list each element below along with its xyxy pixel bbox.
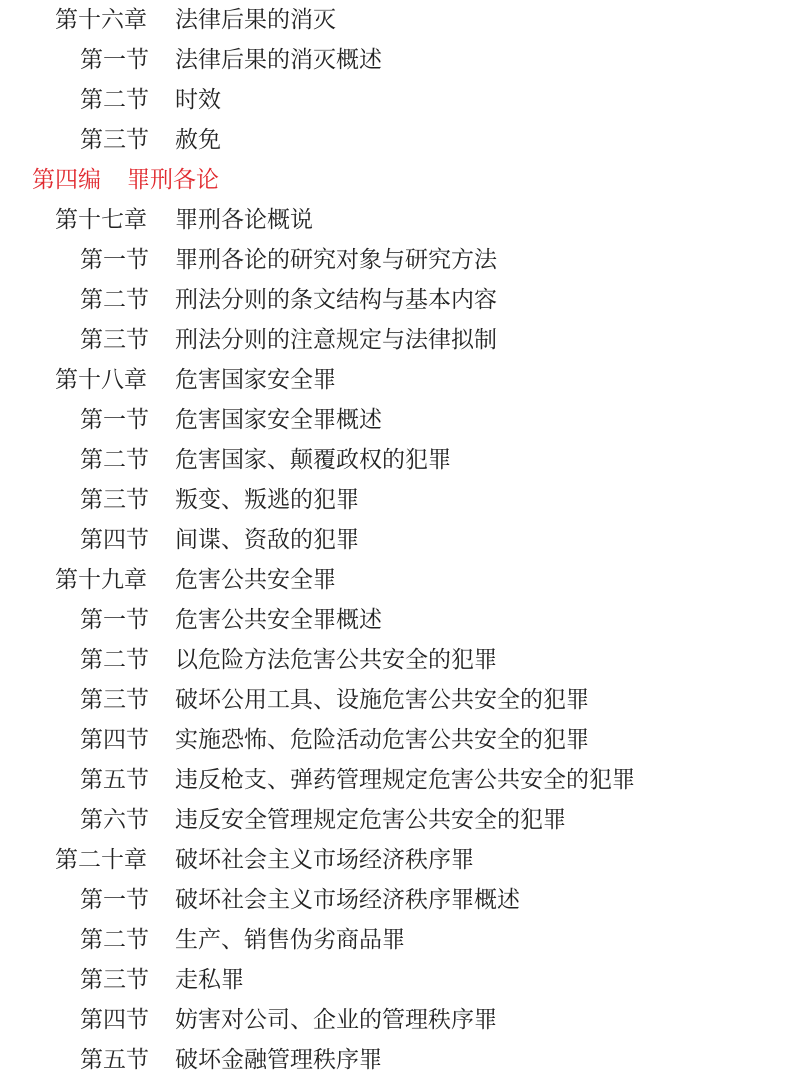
toc-entry-number: 第一节 [80, 607, 149, 633]
toc-section-entry[interactable] [80, 440, 451, 480]
toc-entry-title: 违反安全管理规定危害公共安全的犯罪 [175, 807, 566, 833]
toc-entry-number: 第二节 [80, 287, 149, 313]
toc-entry-number: 第四节 [80, 1007, 149, 1033]
toc-section-entry[interactable] [80, 120, 221, 160]
toc-entry-number: 第三节 [80, 127, 149, 153]
toc-section-entry[interactable] [80, 400, 382, 440]
toc-section-entry[interactable] [80, 1000, 497, 1040]
toc-section-entry[interactable] [80, 80, 221, 120]
toc-entry-number: 第三节 [80, 967, 149, 993]
toc-entry-title: 罪刑各论 [127, 167, 219, 193]
toc-entry-title: 法律后果的消灭 [175, 7, 336, 33]
toc-entry-title: 走私罪 [175, 967, 244, 993]
toc-section-entry[interactable] [80, 520, 359, 560]
toc-entry-title: 间谍、资敌的犯罪 [175, 527, 359, 553]
toc-entry-title: 刑法分则的注意规定与法律拟制 [175, 327, 497, 353]
toc-entry-number: 第四编 [32, 167, 101, 193]
toc-entry-title: 妨害对公司、企业的管理秩序罪 [175, 1007, 497, 1033]
toc-entry-title: 危害公共安全罪概述 [175, 607, 382, 633]
toc-entry-number: 第二节 [80, 87, 149, 113]
toc-entry-number: 第四节 [80, 727, 149, 753]
toc-entry-title: 危害国家、颠覆政权的犯罪 [175, 447, 451, 473]
toc-section-entry[interactable] [80, 800, 566, 840]
toc-entry-number: 第六节 [80, 807, 149, 833]
toc-entry-title: 危害国家安全罪 [175, 367, 336, 393]
toc-section-entry[interactable] [80, 920, 405, 960]
toc-entry-number: 第二十章 [55, 847, 147, 873]
toc-entry-number: 第二节 [80, 647, 149, 673]
toc-entry-number: 第十九章 [55, 567, 147, 593]
toc-section-entry[interactable] [80, 760, 635, 800]
toc-entry-number: 第五节 [80, 1047, 149, 1073]
toc-entry-title: 破坏社会主义市场经济秩序罪 [175, 847, 474, 873]
toc-section-entry[interactable] [80, 320, 497, 360]
toc-chapter-entry[interactable] [55, 560, 336, 600]
toc-entry-number: 第一节 [80, 887, 149, 913]
toc-chapter-entry[interactable] [55, 840, 474, 880]
toc-entry-title: 实施恐怖、危险活动危害公共安全的犯罪 [175, 727, 589, 753]
toc-entry-number: 第四节 [80, 527, 149, 553]
toc-section-entry[interactable] [80, 280, 497, 320]
toc-chapter-entry[interactable] [55, 0, 336, 40]
toc-entry-title: 以危险方法危害公共安全的犯罪 [175, 647, 497, 673]
toc-entry-number: 第三节 [80, 687, 149, 713]
toc-entry-number: 第一节 [80, 47, 149, 73]
toc-section-entry[interactable] [80, 480, 359, 520]
toc-entry-title: 刑法分则的条文结构与基本内容 [175, 287, 497, 313]
toc-entry-number: 第十六章 [55, 7, 147, 33]
toc-entry-number: 第一节 [80, 407, 149, 433]
toc-section-entry[interactable] [80, 960, 244, 1000]
toc-entry-title: 法律后果的消灭概述 [175, 47, 382, 73]
toc-entry-title: 破坏金融管理秩序罪 [175, 1047, 382, 1073]
toc-section-entry[interactable] [80, 600, 382, 640]
toc-entry-number: 第三节 [80, 487, 149, 513]
toc-entry-number: 第二节 [80, 927, 149, 953]
toc-entry-title: 罪刑各论概说 [175, 207, 313, 233]
toc-entry-title: 违反枪支、弹药管理规定危害公共安全的犯罪 [175, 767, 635, 793]
toc-entry-title: 赦免 [175, 127, 221, 153]
toc-entry-number: 第五节 [80, 767, 149, 793]
toc-section-entry[interactable] [80, 1040, 382, 1080]
toc-entry-number: 第一节 [80, 247, 149, 273]
toc-entry-title: 危害国家安全罪概述 [175, 407, 382, 433]
toc-entry-number: 第十七章 [55, 207, 147, 233]
toc-entry-title: 危害公共安全罪 [175, 567, 336, 593]
toc-section-entry[interactable] [80, 880, 520, 920]
toc-entry-number: 第三节 [80, 327, 149, 353]
toc-chapter-entry[interactable] [55, 200, 313, 240]
toc-entry-title: 破坏公用工具、设施危害公共安全的犯罪 [175, 687, 589, 713]
toc-chapter-entry[interactable] [55, 360, 336, 400]
toc-section-entry[interactable] [80, 40, 382, 80]
toc-section-entry[interactable] [80, 720, 589, 760]
toc-entry-title: 破坏社会主义市场经济秩序罪概述 [175, 887, 520, 913]
toc-entry-number: 第十八章 [55, 367, 147, 393]
toc-entry-title: 罪刑各论的研究对象与研究方法 [175, 247, 497, 273]
toc-entry-title: 时效 [175, 87, 221, 113]
toc-part-entry[interactable] [32, 160, 219, 200]
toc-section-entry[interactable] [80, 240, 497, 280]
toc-entry-number: 第二节 [80, 447, 149, 473]
toc-section-entry[interactable] [80, 680, 589, 720]
toc-section-entry[interactable] [80, 640, 497, 680]
toc-entry-title: 生产、销售伪劣商品罪 [175, 927, 405, 953]
toc-entry-title: 叛变、叛逃的犯罪 [175, 487, 359, 513]
